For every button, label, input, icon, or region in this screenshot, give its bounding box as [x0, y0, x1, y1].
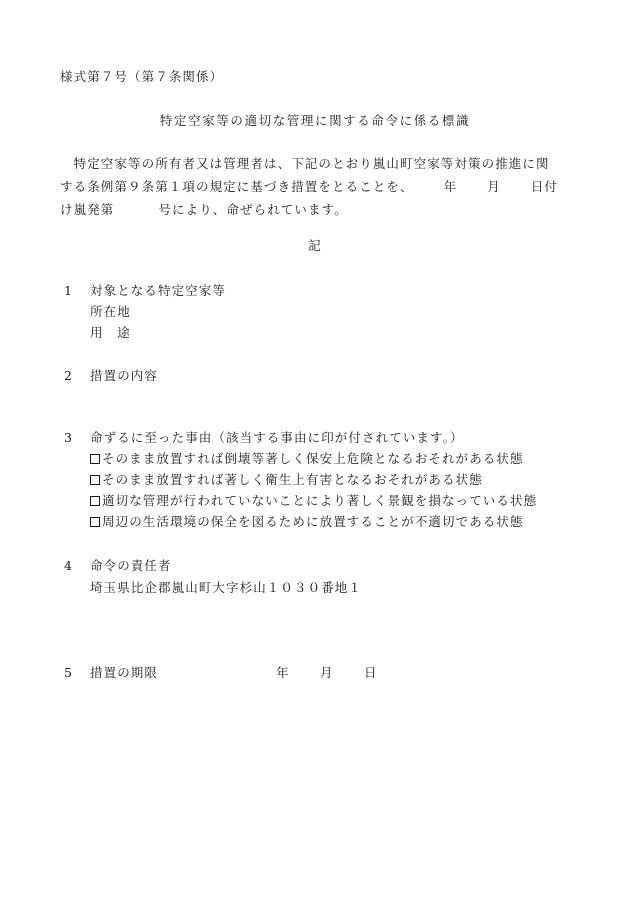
document-title: 特定空家等の適切な管理に関する命令に係る標識 — [159, 113, 471, 128]
form-number: 様式第７号（第７条関係） — [60, 69, 224, 84]
location-label: 所在地 — [90, 304, 131, 319]
section-label: 対象となる特定空家等 — [90, 283, 227, 298]
body-day: 日付 — [530, 179, 559, 194]
deadline-month: 月 — [320, 665, 334, 680]
section-label: 措置の内容 — [90, 368, 159, 383]
section-2 — [0, 366, 630, 390]
reason-check-3: 適切な管理が行われていないことにより著しく景観を損なっている状態 — [90, 491, 537, 511]
section-label: 措置の期限 — [90, 665, 159, 680]
section-4 — [0, 556, 630, 604]
section-number: 4 — [64, 558, 74, 573]
body-line-1: 特定空家等の所有者又は管理者は、下記のとおり嵐山町空家等対策の推進に関 — [73, 156, 550, 171]
checkbox-icon — [90, 475, 100, 485]
deadline-year: 年 — [276, 665, 290, 680]
responsible-address: 埼玉県比企郡嵐山町大字杉山１０３０番地１ — [90, 580, 363, 595]
reason-check-2: そのまま放置すれば著しく衛生上有害となるおそれがある状態 — [90, 470, 483, 490]
checkbox-icon — [90, 517, 100, 527]
body-line-3: け嵐発第 号により、命ぜられています。 — [60, 202, 348, 217]
checkbox-icon — [90, 496, 100, 506]
body-line-2: する条例第９条第１項の規定に基づき措置をとることを、 年 月 日付 — [60, 179, 559, 194]
body-month: 月 — [487, 179, 501, 194]
section-5 — [0, 663, 630, 687]
body-year: 年 — [443, 179, 458, 194]
section-number: 3 — [64, 430, 74, 445]
section-label: 命令の責任者 — [90, 558, 172, 573]
reason-check-4: 周辺の生活環境の保全を図るために放置することが不適切である状態 — [90, 512, 524, 532]
section-number: 2 — [64, 368, 74, 383]
usage-label: 用 途 — [90, 325, 131, 340]
section-number: 1 — [64, 283, 74, 298]
deadline-day: 日 — [364, 665, 378, 680]
section-number: 5 — [64, 665, 74, 680]
section-3 — [0, 428, 630, 538]
section-1 — [0, 281, 630, 351]
section-label: 命ずるに至った事由（該当する事由に印が付されています。） — [90, 430, 464, 445]
ki-heading: 記 — [308, 238, 322, 253]
notice-body — [60, 152, 580, 221]
reason-check-1: そのまま放置すれば倒壊等著しく保安上危険となるおそれがある状態 — [90, 449, 524, 469]
checkbox-icon — [90, 454, 100, 464]
